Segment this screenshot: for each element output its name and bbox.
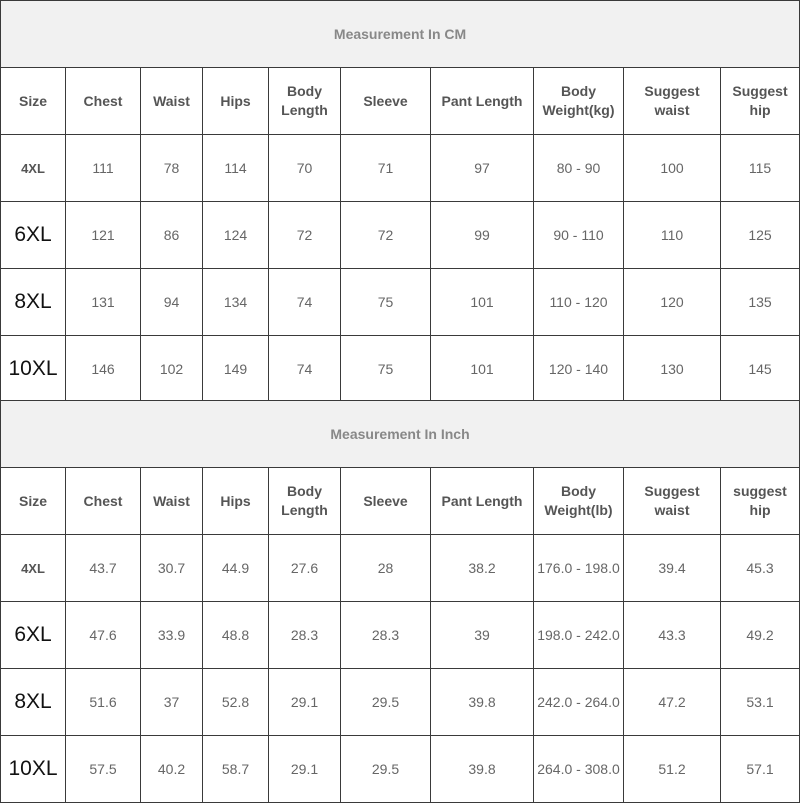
table-header-row	[1, 68, 800, 135]
value-cell-waist: 30.7	[141, 535, 203, 602]
value-cell-suggest-hip: 145	[721, 336, 800, 403]
table-row	[1, 669, 800, 736]
table-row	[1, 336, 800, 403]
value-cell-suggest-hip: 49.2	[721, 602, 800, 669]
value-cell-pant-length: 39	[431, 602, 534, 669]
value-cell-pant-length: 38.2	[431, 535, 534, 602]
value-cell-suggest-waist: 130	[624, 336, 721, 403]
value-cell-sleeve: 29.5	[341, 669, 431, 736]
value-cell-sleeve: 75	[341, 336, 431, 403]
value-cell-sleeve: 72	[341, 202, 431, 269]
value-cell-waist: 33.9	[141, 602, 203, 669]
value-cell-body-length: 27.6	[269, 535, 341, 602]
table-row	[1, 135, 800, 202]
value-cell-body-length: 29.1	[269, 669, 341, 736]
column-header-chest: Chest	[66, 68, 141, 135]
value-cell-pant-length: 99	[431, 202, 534, 269]
value-cell-suggest-waist: 51.2	[624, 736, 721, 803]
column-header-body-length: Body Length	[269, 68, 341, 135]
column-header-waist: Waist	[141, 68, 203, 135]
column-header-size: Size	[1, 68, 66, 135]
value-cell-body-weight-kg: 110 - 120	[534, 269, 624, 336]
value-cell-suggest-hip: 135	[721, 269, 800, 336]
value-cell-chest: 111	[66, 135, 141, 202]
value-cell-waist: 86	[141, 202, 203, 269]
inch-measurement-table	[0, 400, 800, 803]
table-title: Measurement In Inch	[1, 401, 800, 468]
value-cell-chest: 47.6	[66, 602, 141, 669]
value-cell-pant-length: 101	[431, 336, 534, 403]
value-cell-sleeve: 71	[341, 135, 431, 202]
value-cell-suggest-hip: 53.1	[721, 669, 800, 736]
column-header-chest: Chest	[66, 468, 141, 535]
column-header-suggest-hip: Suggest hip	[721, 68, 800, 135]
value-cell-pant-length: 39.8	[431, 736, 534, 803]
column-header-sleeve: Sleeve	[341, 468, 431, 535]
value-cell-waist: 94	[141, 269, 203, 336]
column-header-hips: Hips	[203, 468, 269, 535]
value-cell-suggest-hip: 115	[721, 135, 800, 202]
size-cell: 8XL	[1, 669, 66, 736]
table-title-row	[1, 1, 800, 68]
size-cell: 4XL	[1, 535, 66, 602]
value-cell-suggest-waist: 100	[624, 135, 721, 202]
value-cell-chest: 146	[66, 336, 141, 403]
table-row	[1, 269, 800, 336]
value-cell-hips: 44.9	[203, 535, 269, 602]
column-header-sleeve: Sleeve	[341, 68, 431, 135]
table-header-row	[1, 468, 800, 535]
value-cell-pant-length: 97	[431, 135, 534, 202]
column-header-body-length: Body Length	[269, 468, 341, 535]
value-cell-body-weight-kg: 120 - 140	[534, 336, 624, 403]
value-cell-suggest-waist: 39.4	[624, 535, 721, 602]
value-cell-body-length: 74	[269, 336, 341, 403]
column-header-body-weight-kg: Body Weight(kg)	[534, 68, 624, 135]
table-title-row	[1, 401, 800, 468]
value-cell-suggest-waist: 47.2	[624, 669, 721, 736]
value-cell-suggest-hip: 45.3	[721, 535, 800, 602]
value-cell-body-length: 74	[269, 269, 341, 336]
value-cell-waist: 78	[141, 135, 203, 202]
value-cell-pant-length: 39.8	[431, 669, 534, 736]
value-cell-suggest-hip: 57.1	[721, 736, 800, 803]
value-cell-hips: 149	[203, 336, 269, 403]
table-row	[1, 736, 800, 803]
value-cell-body-weight-kg: 80 - 90	[534, 135, 624, 202]
column-header-suggest-hip: suggest hip	[721, 468, 800, 535]
value-cell-body-length: 29.1	[269, 736, 341, 803]
value-cell-suggest-hip: 125	[721, 202, 800, 269]
value-cell-chest: 121	[66, 202, 141, 269]
value-cell-hips: 114	[203, 135, 269, 202]
size-cell: 8XL	[1, 269, 66, 336]
size-cell: 6XL	[1, 602, 66, 669]
value-cell-body-length: 72	[269, 202, 341, 269]
value-cell-pant-length: 101	[431, 269, 534, 336]
column-header-pant-length: Pant Length	[431, 468, 534, 535]
value-cell-sleeve: 29.5	[341, 736, 431, 803]
column-header-waist: Waist	[141, 468, 203, 535]
column-header-suggest-waist: Suggest waist	[624, 68, 721, 135]
value-cell-sleeve: 28.3	[341, 602, 431, 669]
value-cell-suggest-waist: 110	[624, 202, 721, 269]
value-cell-body-weight-lb: 242.0 - 264.0	[534, 669, 624, 736]
column-header-size: Size	[1, 468, 66, 535]
value-cell-hips: 52.8	[203, 669, 269, 736]
value-cell-suggest-waist: 43.3	[624, 602, 721, 669]
value-cell-chest: 43.7	[66, 535, 141, 602]
value-cell-hips: 58.7	[203, 736, 269, 803]
value-cell-body-length: 70	[269, 135, 341, 202]
table-row	[1, 202, 800, 269]
value-cell-hips: 134	[203, 269, 269, 336]
size-cell: 4XL	[1, 135, 66, 202]
value-cell-sleeve: 28	[341, 535, 431, 602]
value-cell-suggest-waist: 120	[624, 269, 721, 336]
value-cell-body-weight-kg: 90 - 110	[534, 202, 624, 269]
column-header-pant-length: Pant Length	[431, 68, 534, 135]
value-cell-waist: 40.2	[141, 736, 203, 803]
column-header-body-weight-lb: Body Weight(lb)	[534, 468, 624, 535]
table-row	[1, 602, 800, 669]
value-cell-body-length: 28.3	[269, 602, 341, 669]
column-header-hips: Hips	[203, 68, 269, 135]
value-cell-hips: 124	[203, 202, 269, 269]
value-cell-body-weight-lb: 198.0 - 242.0	[534, 602, 624, 669]
value-cell-chest: 51.6	[66, 669, 141, 736]
value-cell-chest: 131	[66, 269, 141, 336]
value-cell-waist: 102	[141, 336, 203, 403]
size-cell: 10XL	[1, 736, 66, 803]
value-cell-body-weight-lb: 264.0 - 308.0	[534, 736, 624, 803]
value-cell-body-weight-lb: 176.0 - 198.0	[534, 535, 624, 602]
table-title: Measurement In CM	[1, 1, 800, 68]
size-cell: 6XL	[1, 202, 66, 269]
value-cell-hips: 48.8	[203, 602, 269, 669]
table-row	[1, 535, 800, 602]
column-header-suggest-waist: Suggest waist	[624, 468, 721, 535]
size-cell: 10XL	[1, 336, 66, 403]
value-cell-waist: 37	[141, 669, 203, 736]
value-cell-sleeve: 75	[341, 269, 431, 336]
value-cell-chest: 57.5	[66, 736, 141, 803]
